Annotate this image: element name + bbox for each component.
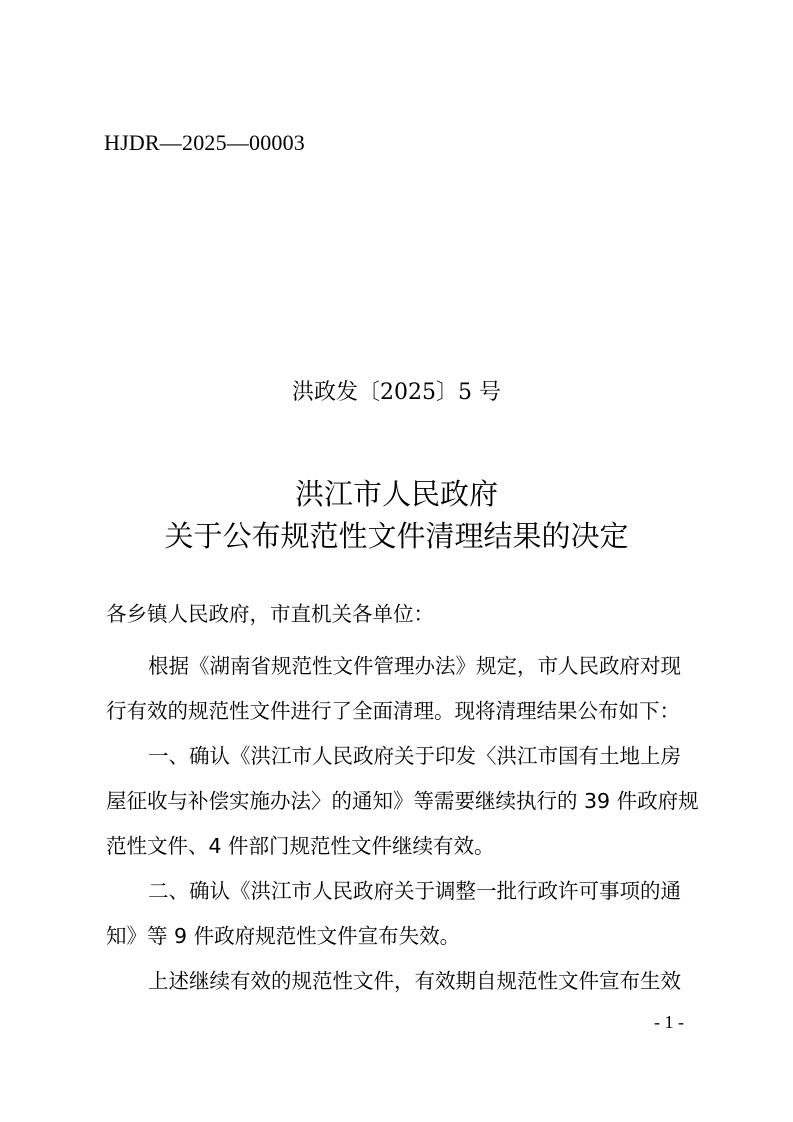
body-line: 范性文件、4 件部门规范性文件继续有效。 <box>106 834 495 858</box>
document-title-line-1: 洪江市人民政府 <box>294 477 498 511</box>
body-line: 屋征收与补偿实施办法〉的通知》等需要继续执行的 39 件政府规 <box>106 789 699 813</box>
body-line: 一、确认《洪江市人民政府关于印发〈洪江市国有土地上房 <box>148 744 681 768</box>
body-line: 行有效的规范性文件进行了全面清理。现将清理结果公布如下： <box>106 699 680 723</box>
salutation: 各乡镇人民政府，市直机关各单位： <box>106 602 434 626</box>
document-number: 洪政发〔2025〕5 号 <box>292 380 501 405</box>
body-line: 知》等 9 件政府规范性文件宣布失效。 <box>106 924 461 948</box>
body-line: 根据《湖南省规范性文件管理办法》规定，市人民政府对现 <box>148 654 681 678</box>
page-number: - 1 - <box>654 1012 684 1032</box>
document-code: HJDR—2025—00003 <box>104 130 306 155</box>
body-line: 二、确认《洪江市人民政府关于调整一批行政许可事项的通 <box>148 879 681 903</box>
body-line: 上述继续有效的规范性文件，有效期自规范性文件宣布生效 <box>148 969 681 993</box>
document-title-line-2: 关于公布规范性文件清理结果的决定 <box>164 519 629 553</box>
